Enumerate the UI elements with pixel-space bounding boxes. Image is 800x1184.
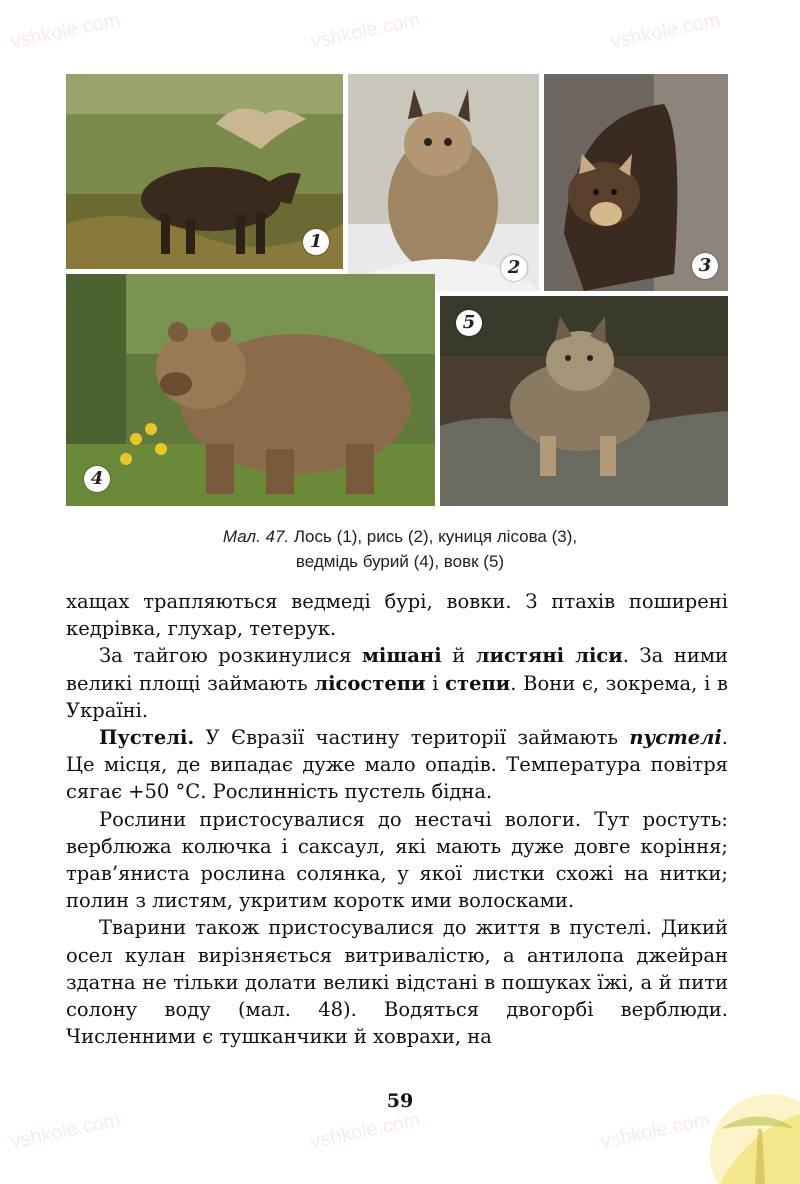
- section-heading: Пустелі.: [99, 726, 195, 750]
- watermark: vshkole.com: [598, 1108, 713, 1154]
- photo-marten: [544, 74, 728, 291]
- key-term: пустелі: [629, 726, 722, 750]
- text-run: За тайгою розкинулися: [99, 644, 362, 668]
- photo-bear: [66, 274, 435, 506]
- photo-number-4: 4: [84, 466, 110, 492]
- text-run: . Це місця, де випадає дуже мало опадів. Температура повітря сягає +50 °С. Рослинність пустель бідна.: [66, 726, 728, 804]
- paragraph-3: [66, 724, 728, 806]
- photo-wolf: [440, 296, 728, 506]
- paragraph-1: хащах трапляються ведмеді бурі, вовки. З птахів поширені кедрівка, глухар, тетерук.: [66, 590, 728, 641]
- text-run: й: [441, 644, 476, 668]
- text-run: У Євразії частину території займають: [194, 726, 630, 750]
- photo-number-1: 1: [303, 229, 329, 255]
- caption-label: Мал. 47.: [222, 527, 290, 546]
- watermark: vshkole.com: [308, 8, 423, 54]
- photo-lynx: [348, 74, 539, 291]
- watermark: vshkole.com: [608, 8, 723, 54]
- paragraph-5: Тварини також пристосувалися до життя в пустелі. Дикий осел кулан вирізняється витривалістю, а антилопа джейран здатна не тільки долати великі відстані в пошуках їжі, а й пити солону воду (мал. 48). Водяться двогорбі верблюди. Численними є тушканчики й ховрахи, на: [66, 916, 728, 1049]
- page-number: 59: [386, 1090, 414, 1112]
- photo-number-3: 3: [692, 253, 718, 279]
- caption-line-2: ведмідь бурий (4), вовк (5): [295, 552, 505, 571]
- photo-number-2: 2: [501, 255, 527, 281]
- watermark: vshkole.com: [8, 1108, 123, 1154]
- text-run: . За ними великі площі займають: [66, 644, 728, 695]
- corner-decoration: [660, 1034, 800, 1184]
- text-run: . Вони є, зокрема, і в Україні.: [66, 671, 728, 722]
- photo-number-5: 5: [456, 310, 482, 336]
- caption-line-1: [0, 524, 800, 549]
- watermark: vshkole.com: [308, 1108, 423, 1154]
- bold-term: степи: [445, 671, 511, 695]
- photo-moose: [66, 74, 343, 269]
- figure-caption: [0, 524, 800, 574]
- figure-photos: [66, 74, 728, 506]
- bold-term: лісостепи: [314, 671, 426, 695]
- text-run: і: [425, 671, 446, 695]
- watermark: vshkole.com: [8, 8, 123, 54]
- bold-term: мішані: [361, 644, 442, 668]
- bold-term: листяні ліси: [475, 644, 623, 668]
- body-text: [66, 588, 728, 1050]
- paragraph-4: Рослини пристосувалися до нестачі вологи. Тут ростуть: верблюжа колючка і саксаул, які мають дуже довге коріння; трав’яниста рослина солянка, у якої листки схожі на нитки; полин з листям, укритим коротк ими волосками.: [66, 807, 728, 913]
- caption-text-1: Лось (1), рись (2), куниця лісова (3),: [289, 527, 578, 546]
- paragraph-2: [66, 642, 728, 724]
